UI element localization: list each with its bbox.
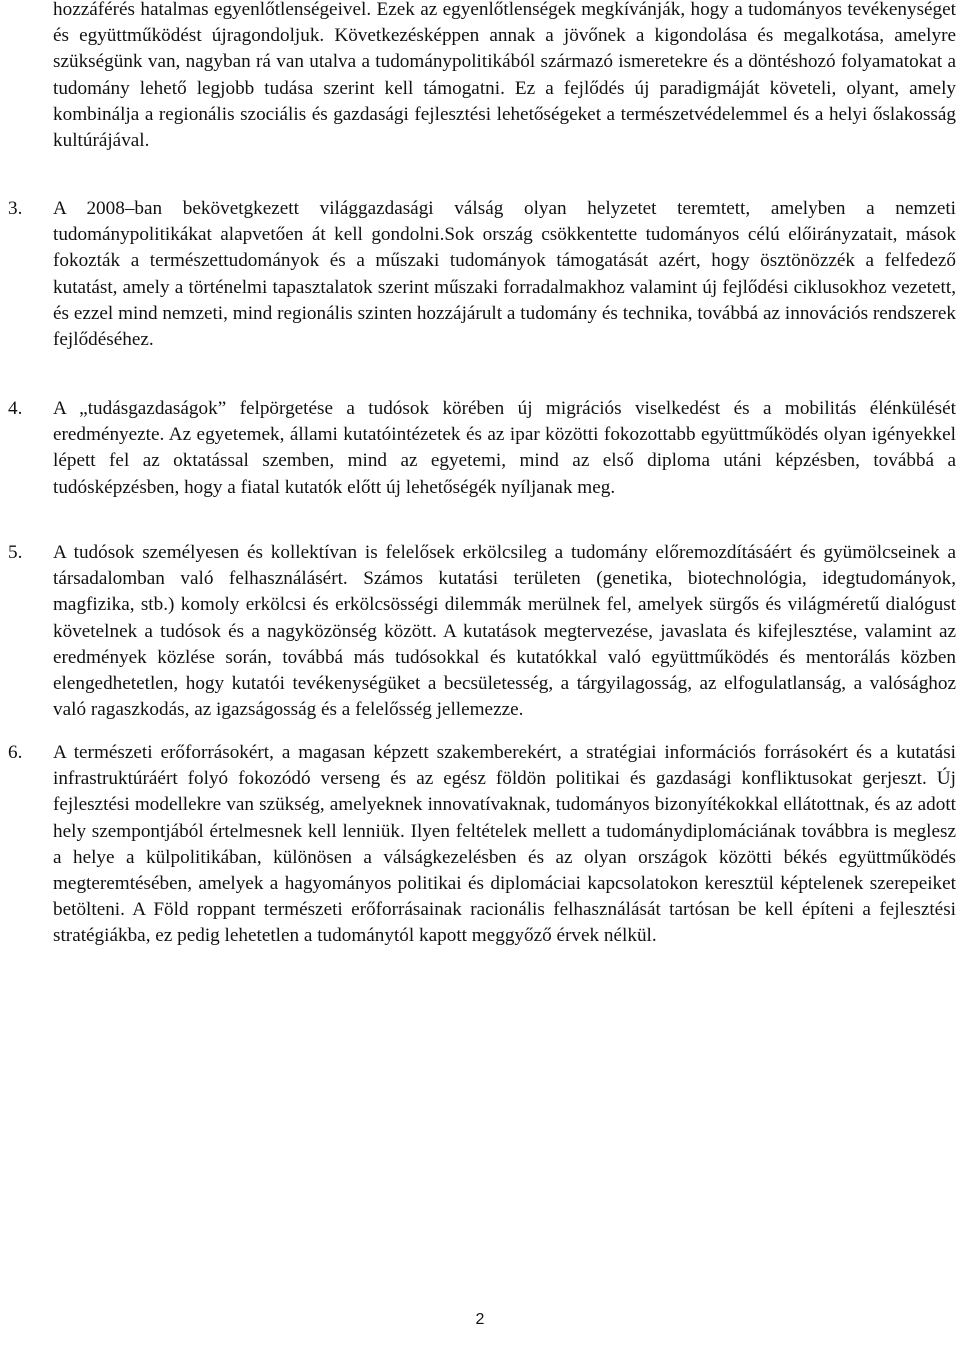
item-text: A természeti erőforrásokért, a magasan képzett szakemberekért, a stratégiai információs forrásokért és a kutatási infrastruktúráért folyó fokozódó verseng és az egész földön politikai és gazdasági konfliktusokat gerjeszt. Új fejlesztési modellekre van szükség, amelyeknek innovatívaknak, tudományos bizonyítékokkal ellátottnak, és az adott hely szempontjából értelmesnek kell lenniük. Ilyen feltételek mellett a tudománydiplomáciának továbbra is meglesz a helye a külpolitikában, különösen a válságkezelésben és az olyan országok közötti békés együttműködés megteremtésében, amelyek a hagyományos politikai és diplomáciai kapcsolatokon keresztül képtelenek szerepeiket betölteni. A Föld roppant természeti erőforrásainak racionális felhasználását tartósan be kell építeni a fejlesztési stratégiákba, ez pedig lehetetlen a tudománytól kapott meggyőző érvek nélkül. — [53, 742, 956, 947]
item-text: A tudósok személyesen és kollektívan is felelősek erkölcsileg a tudomány előremozdításáért és gyümölcseinek a társadalomban való felhasználásért. Számos kutatási területen (genetika, biotechnológia, idegtudományok, magfizika, stb.) komoly erkölcsi és erkölcsösségi dilemmák merülnek fel, amelyek sürgős és világméretű dialógust követelnek a tudósok és a nagyközönség között. A kutatások megtervezése, javaslata és kifejlesztése, valamint az eredmények közlése során, továbbá más tudósokkal és kutatókkal való együttműködés és mentorálás közben elengedhetetlen, hogy kutatói tevékenységüket a becsületesség, a tárgyilagosság, az elfogulatlanság, a valósághoz való ragaszkodás, az igazságosság és a felelősség jellemezze. — [53, 542, 956, 721]
item-number: 6. — [8, 742, 23, 763]
item-text: A 2008–ban bekövetgkezett világgazdasági válság olyan helyzetet teremtett, amelyben a nemzeti tudománypolitikákat alapvetően át kell gondolni.Sok ország csökkentette tudományos célú előirányzatait, mások fokozták a természettudományok és a műszaki tudományok támogatását azért, hogy ösztönözzék a felfedező kutatást, amely a történelmi tapasztalatok szerint műszaki forradalmakhoz valamint új fejlődési ciklusokhoz vezetett, és ezzel mind nemzeti, mind regionális szinten hozzájárult a tudomány és technika, továbbá az innovációs rendszerek fejlődéséhez. — [53, 198, 956, 351]
item-text: A „tudásgazdaságok” felpörgetése a tudósok körében új migrációs viselkedést és a mobilitás élénkülését eredményezte. Az egyetemek, állami kutatóintézetek és az ipar közötti fokozottabb együttműködés olyan igényekkel lépett fel az oktatással szemben, mind az egyetemi, mind az első diploma utáni képzésben, továbbá a tudósképzésben, hogy a fiatal kutatók előtt új lehetőségék nyíljanak meg. — [53, 398, 956, 498]
item-number: 3. — [8, 198, 23, 219]
item-number: 5. — [8, 542, 23, 563]
item-number: 4. — [8, 398, 23, 419]
page-number: 2 — [475, 1311, 485, 1328]
continuation-paragraph: hozzáférés hatalmas egyenlőtlenségeivel. Ezek az egyenlőtlenségek megkívánják, hogy a tudományos tevékenységet és együttműködést újragondoljuk. Következésképpen annak a jövőnek a kigondolása és megalkotása, amelyre szükségünk van, nagyban rá van utalva a tudománypolitikából származó ismeretekre és a döntéshozó folyamatokat a tudomány lehető legjobb tudása szerint kell támogatni. Ez a fejlődés új paradigmáját követeli, olyant, amely kombinálja a regionális szociális és gazdasági fejlesztési lehetőségeket a természetvédelemmel és a helyi őslakosság kultúrájával. — [53, 0, 956, 152]
